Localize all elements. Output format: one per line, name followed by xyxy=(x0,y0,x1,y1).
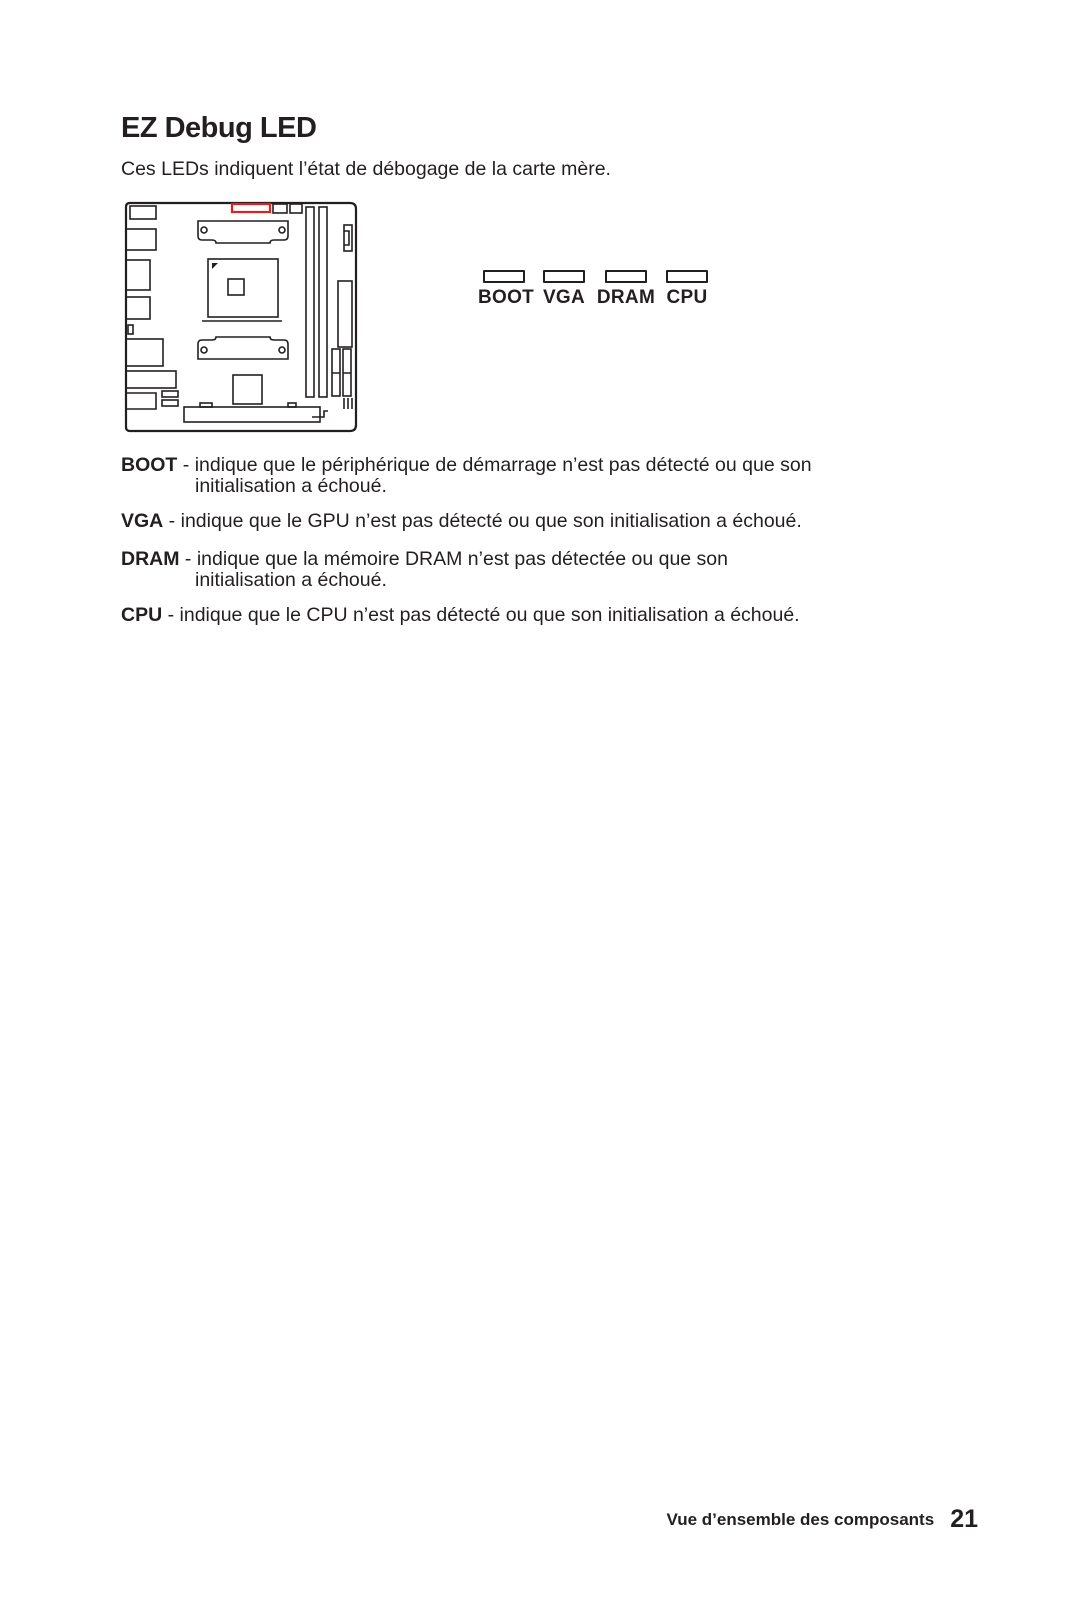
led-boot-label: BOOT xyxy=(478,287,535,308)
description-term: CPU xyxy=(121,604,163,626)
description-text: indique que le GPU n’est pas détecté ou que son initialisation a échoué. xyxy=(180,510,802,532)
footer-chapter: Vue d’ensemble des composants xyxy=(666,1510,935,1529)
motherboard-diagram xyxy=(124,199,360,435)
page-footer xyxy=(667,1503,979,1532)
description-separator: - xyxy=(177,454,195,476)
intro-text: Ces LEDs indiquent l’état de débogage de la carte mère. xyxy=(121,158,611,180)
led-vga xyxy=(540,270,588,309)
page-title: EZ Debug LED xyxy=(121,112,317,144)
led-vga-indicator xyxy=(543,270,585,283)
description-text: indique que le périphérique de démarrage n’est pas détecté ou que son xyxy=(194,454,812,476)
led-legend xyxy=(478,270,718,320)
description-separator: - xyxy=(179,548,197,570)
description-cpu xyxy=(121,605,921,626)
page-number: 21 xyxy=(950,1505,978,1533)
description-text-continued: initialisation a échoué. xyxy=(195,475,387,497)
led-boot xyxy=(478,270,535,309)
led-description-list xyxy=(121,455,921,640)
led-boot-indicator xyxy=(483,270,525,283)
ez-debug-led-highlight xyxy=(232,204,270,212)
description-text: indique que la mémoire DRAM n’est pas détectée ou que son xyxy=(196,548,728,570)
description-separator: - xyxy=(163,510,181,532)
description-boot xyxy=(121,455,921,497)
description-term: VGA xyxy=(121,510,164,532)
description-text: indique que le CPU n’est pas détecté ou que son initialisation a échoué. xyxy=(179,604,800,626)
led-dram-indicator xyxy=(605,270,647,283)
description-dram xyxy=(121,549,921,591)
led-cpu xyxy=(664,270,710,309)
description-text-continued: initialisation a échoué. xyxy=(195,569,387,591)
description-vga xyxy=(121,511,921,532)
led-dram-label: DRAM xyxy=(596,287,656,308)
description-term: BOOT xyxy=(121,454,178,476)
led-vga-label: VGA xyxy=(542,287,586,308)
led-dram xyxy=(596,270,656,309)
led-cpu-label: CPU xyxy=(666,287,708,308)
description-term: DRAM xyxy=(121,548,180,570)
description-separator: - xyxy=(162,604,180,626)
led-cpu-indicator xyxy=(666,270,708,283)
